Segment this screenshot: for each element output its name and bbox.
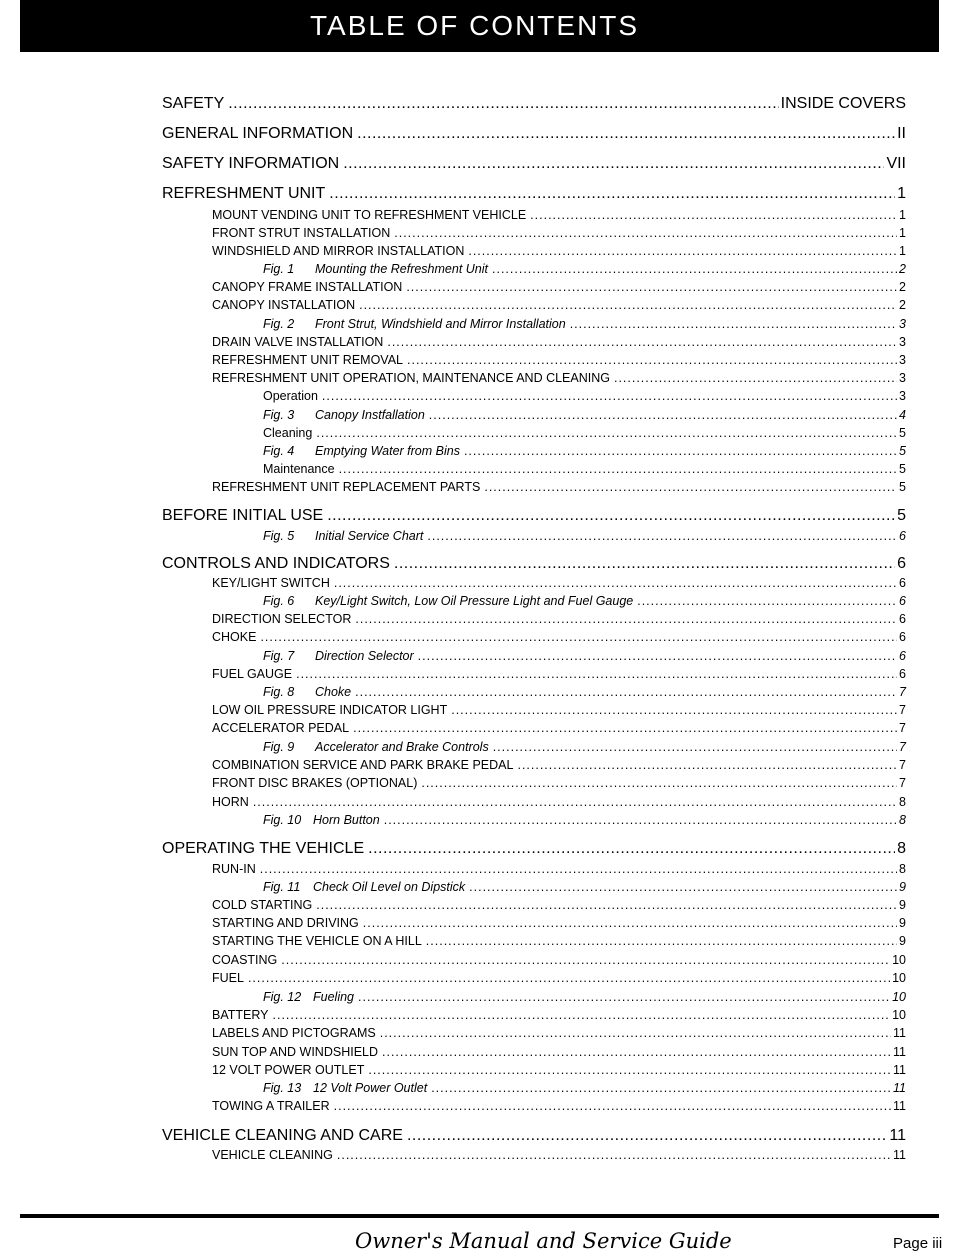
dot-leader bbox=[384, 813, 897, 827]
toc-page-number: 3 bbox=[899, 317, 906, 331]
toc-entry-label: REFRESHMENT UNIT REPLACEMENT PARTS bbox=[212, 480, 481, 494]
page-title: TABLE OF CONTENTS bbox=[310, 10, 640, 41]
toc-subsection-entry bbox=[212, 953, 906, 967]
toc-entry-label: COASTING bbox=[212, 953, 278, 967]
toc-subsection-entry bbox=[212, 208, 906, 222]
toc-page-number: 11 bbox=[893, 1148, 906, 1162]
dot-leader bbox=[228, 95, 778, 113]
toc-figure-entry bbox=[263, 1081, 906, 1095]
figure-number: Fig. 4 bbox=[263, 444, 295, 458]
toc-page-number: 3 bbox=[899, 389, 906, 403]
toc-page-number: 7 bbox=[899, 740, 906, 754]
toc-section-entry bbox=[162, 125, 906, 143]
toc-entry-label bbox=[263, 685, 351, 699]
toc-page-number: 7 bbox=[899, 721, 906, 735]
toc-entry-label: REFRESHMENT UNIT bbox=[162, 185, 326, 202]
toc-page-number: 2 bbox=[899, 280, 906, 294]
dot-leader bbox=[493, 740, 897, 754]
toc-entry-label bbox=[263, 317, 566, 331]
toc-entry-label: CONTROLS AND INDICATORS bbox=[162, 555, 390, 572]
toc-entry-label bbox=[263, 740, 489, 754]
toc-subsection-entry bbox=[212, 480, 906, 494]
dot-leader bbox=[387, 335, 897, 349]
dot-leader bbox=[431, 1081, 891, 1095]
dot-leader bbox=[329, 185, 895, 203]
dot-leader bbox=[359, 298, 897, 312]
toc-entry-label: TOWING A TRAILER bbox=[212, 1099, 330, 1113]
toc-subsection-entry bbox=[212, 721, 906, 735]
toc-entry-label: DIRECTION SELECTOR bbox=[212, 612, 352, 626]
toc-entry-label: HORN bbox=[212, 795, 249, 809]
toc-subsection-entry bbox=[263, 389, 906, 403]
dot-leader bbox=[418, 649, 897, 663]
toc-subsection-entry bbox=[212, 971, 906, 985]
dot-leader bbox=[334, 1099, 891, 1113]
dot-leader bbox=[260, 630, 897, 644]
toc-subsection-entry bbox=[212, 776, 906, 790]
toc-page-number: 11 bbox=[893, 1099, 906, 1113]
toc-entry-label: 12 VOLT POWER OUTLET bbox=[212, 1063, 365, 1077]
toc-page-number: 6 bbox=[899, 529, 906, 543]
toc-page-number: 11 bbox=[893, 1063, 906, 1077]
toc-page-number: 5 bbox=[897, 507, 906, 524]
toc-subsection-entry bbox=[212, 1045, 906, 1059]
toc-page-number: 1 bbox=[899, 244, 906, 258]
figure-number: Fig. 1 bbox=[263, 262, 295, 276]
toc-page-number: 10 bbox=[892, 971, 906, 985]
toc-page-number: 4 bbox=[899, 408, 906, 422]
figure-title: 12 Volt Power Outlet bbox=[313, 1081, 428, 1095]
toc-page-number: 8 bbox=[899, 813, 906, 827]
toc-entry-label: COMBINATION SERVICE AND PARK BRAKE PEDAL bbox=[212, 758, 514, 772]
dot-leader bbox=[426, 934, 897, 948]
toc-page-number: 6 bbox=[899, 667, 906, 681]
toc-page-number: 7 bbox=[899, 776, 906, 790]
dot-leader bbox=[484, 480, 897, 494]
toc-subsection-entry bbox=[212, 612, 906, 626]
figure-number: Fig. 3 bbox=[263, 408, 295, 422]
toc-entry-label: STARTING AND DRIVING bbox=[212, 916, 359, 930]
toc-page-number: 9 bbox=[899, 934, 906, 948]
toc-entry-label: CHOKE bbox=[212, 630, 257, 644]
dot-leader bbox=[248, 971, 890, 985]
toc-entry-label: Operation bbox=[263, 389, 318, 403]
toc-entry-label: SUN TOP AND WINDSHIELD bbox=[212, 1045, 379, 1059]
dot-leader bbox=[358, 990, 890, 1004]
dot-leader bbox=[429, 408, 897, 422]
footer-divider bbox=[20, 1214, 939, 1218]
figure-number: Fig. 7 bbox=[263, 649, 295, 663]
toc-entry-label bbox=[263, 880, 465, 894]
figure-number: Fig. 2 bbox=[263, 317, 295, 331]
figure-title: Choke bbox=[315, 685, 352, 699]
toc-page-number: 5 bbox=[899, 444, 906, 458]
dot-leader bbox=[407, 1127, 887, 1145]
toc-entry-label bbox=[263, 444, 460, 458]
toc-section-entry bbox=[162, 555, 906, 573]
toc-figure-entry bbox=[263, 594, 906, 608]
toc-page-number: 10 bbox=[892, 990, 906, 1004]
toc-page-number: 1 bbox=[899, 226, 906, 240]
toc-section-entry bbox=[162, 507, 906, 525]
dot-leader bbox=[368, 1063, 891, 1077]
figure-number: Fig. 10 bbox=[263, 813, 302, 827]
toc-subsection-entry bbox=[212, 934, 906, 948]
toc-page-number: 8 bbox=[899, 862, 906, 876]
toc-page-number: 5 bbox=[899, 426, 906, 440]
toc-subsection-entry bbox=[212, 1026, 906, 1040]
toc-page-number: VII bbox=[886, 155, 906, 172]
toc-subsection-entry bbox=[212, 1148, 906, 1162]
figure-title: Emptying Water from Bins bbox=[315, 444, 460, 458]
toc-page-number: 3 bbox=[899, 335, 906, 349]
dot-leader bbox=[517, 758, 897, 772]
dot-leader bbox=[469, 880, 897, 894]
dot-leader bbox=[363, 916, 897, 930]
toc-entry-label: CANOPY INSTALLATION bbox=[212, 298, 356, 312]
toc-page-number: 7 bbox=[899, 758, 906, 772]
toc-figure-entry bbox=[263, 813, 906, 827]
toc-subsection-entry bbox=[212, 898, 906, 912]
toc-entry-label: REFRESHMENT UNIT OPERATION, MAINTENANCE AND CLEANING bbox=[212, 371, 610, 385]
dot-leader bbox=[427, 529, 897, 543]
toc-entry-label: VEHICLE CLEANING bbox=[212, 1148, 333, 1162]
dot-leader bbox=[464, 444, 897, 458]
toc-entry-label: REFRESHMENT UNIT REMOVAL bbox=[212, 353, 403, 367]
figure-title: Key/Light Switch, Low Oil Pressure Light and Fuel Gauge bbox=[315, 594, 634, 608]
toc-subsection-entry bbox=[212, 353, 906, 367]
toc-page-number: 6 bbox=[899, 594, 906, 608]
dot-leader bbox=[614, 371, 897, 385]
toc-entry-label: KEY/LIGHT SWITCH bbox=[212, 576, 330, 590]
toc-section-entry bbox=[162, 155, 906, 173]
toc-figure-entry bbox=[263, 262, 906, 276]
footer-manual-title: Owner's Manual and Service Guide bbox=[355, 1229, 732, 1253]
toc-subsection-entry bbox=[212, 703, 906, 717]
dot-leader bbox=[407, 353, 897, 367]
toc-entry-label: VEHICLE CLEANING AND CARE bbox=[162, 1127, 403, 1144]
toc-figure-entry bbox=[263, 529, 906, 543]
toc-subsection-entry bbox=[212, 371, 906, 385]
figure-title: Horn Button bbox=[313, 813, 380, 827]
dot-leader bbox=[316, 426, 897, 440]
figure-title: Fueling bbox=[313, 990, 354, 1004]
toc-page-number: 5 bbox=[899, 462, 906, 476]
dot-leader bbox=[570, 317, 897, 331]
dot-leader bbox=[281, 953, 890, 967]
dot-leader bbox=[530, 208, 897, 222]
toc-page-number: 11 bbox=[893, 1026, 906, 1040]
figure-title: Canopy Instfallation bbox=[315, 408, 425, 422]
toc-entry-label: FRONT STRUT INSTALLATION bbox=[212, 226, 391, 240]
toc-entry-label bbox=[263, 408, 425, 422]
toc-entry-label: MOUNT VENDING UNIT TO REFRESHMENT VEHICLE bbox=[212, 208, 527, 222]
dot-leader bbox=[355, 685, 897, 699]
toc-entry-label: Maintenance bbox=[263, 462, 335, 476]
toc-entry-label: BATTERY bbox=[212, 1008, 269, 1022]
dot-leader bbox=[327, 507, 895, 525]
toc-page-number: 9 bbox=[899, 898, 906, 912]
toc-page-number: 6 bbox=[899, 576, 906, 590]
toc-section-entry bbox=[162, 840, 906, 858]
toc-subsection-entry bbox=[263, 426, 906, 440]
toc-page-number: II bbox=[897, 125, 906, 142]
toc-entry-label: FUEL bbox=[212, 971, 244, 985]
toc-entry-label: FUEL GAUGE bbox=[212, 667, 293, 681]
toc-page-number: 2 bbox=[899, 298, 906, 312]
toc-entry-label: LABELS AND PICTOGRAMS bbox=[212, 1026, 376, 1040]
toc-entry-label: OPERATING THE VEHICLE bbox=[162, 840, 365, 857]
toc-figure-entry bbox=[263, 990, 906, 1004]
toc-entry-label: LOW OIL PRESSURE INDICATOR LIGHT bbox=[212, 703, 448, 717]
toc-entry-label: DRAIN VALVE INSTALLATION bbox=[212, 335, 384, 349]
dot-leader bbox=[273, 1008, 891, 1022]
toc-subsection-entry bbox=[212, 226, 906, 240]
toc-page-number: 11 bbox=[893, 1081, 906, 1095]
dot-leader bbox=[421, 776, 897, 790]
toc-figure-entry bbox=[263, 317, 906, 331]
toc-subsection-entry bbox=[212, 630, 906, 644]
figure-number: Fig. 5 bbox=[263, 529, 295, 543]
toc-page-number: 1 bbox=[897, 185, 906, 202]
toc-figure-entry bbox=[263, 408, 906, 422]
toc-page-number: 2 bbox=[899, 262, 906, 276]
toc-entry-label bbox=[263, 990, 354, 1004]
toc-page-number: 6 bbox=[899, 612, 906, 626]
dot-leader bbox=[382, 1045, 891, 1059]
figure-title: Initial Service Chart bbox=[315, 529, 424, 543]
toc-subsection-entry bbox=[263, 462, 906, 476]
toc-page-number: 11 bbox=[889, 1127, 906, 1144]
toc-entry-label: WINDSHIELD AND MIRROR INSTALLATION bbox=[212, 244, 465, 258]
dot-leader bbox=[394, 555, 895, 573]
toc-entry-label: BEFORE INITIAL USE bbox=[162, 507, 324, 524]
toc-subsection-entry bbox=[212, 795, 906, 809]
figure-title: Accelerator and Brake Controls bbox=[315, 740, 489, 754]
figure-title: Mounting the Refreshment Unit bbox=[315, 262, 489, 276]
toc-entry-label: GENERAL INFORMATION bbox=[162, 125, 354, 142]
dot-leader bbox=[343, 155, 884, 173]
footer-page-number: Page iii bbox=[893, 1235, 943, 1252]
toc-entry-label: FRONT DISC BRAKES (OPTIONAL) bbox=[212, 776, 418, 790]
dot-leader bbox=[337, 1148, 891, 1162]
dot-leader bbox=[339, 462, 897, 476]
toc-page-number: 8 bbox=[899, 795, 906, 809]
toc-entry-label: Cleaning bbox=[263, 426, 313, 440]
toc-page-number: 1 bbox=[899, 208, 906, 222]
dot-leader bbox=[406, 280, 897, 294]
dot-leader bbox=[637, 594, 897, 608]
toc-page-number: 3 bbox=[899, 371, 906, 385]
toc-page-number: 5 bbox=[899, 480, 906, 494]
dot-leader bbox=[394, 226, 897, 240]
toc-subsection-entry bbox=[212, 667, 906, 681]
toc-entry-label: COLD STARTING bbox=[212, 898, 313, 912]
dot-leader bbox=[355, 612, 897, 626]
dot-leader bbox=[468, 244, 897, 258]
dot-leader bbox=[353, 721, 897, 735]
toc-subsection-entry bbox=[212, 916, 906, 930]
toc-subsection-entry bbox=[212, 758, 906, 772]
toc-section-entry bbox=[162, 95, 906, 113]
toc-page-number: 7 bbox=[899, 703, 906, 717]
toc-page-number: 10 bbox=[892, 953, 906, 967]
toc-figure-entry bbox=[263, 740, 906, 754]
toc-page-number: 6 bbox=[899, 649, 906, 663]
toc-subsection-entry bbox=[212, 335, 906, 349]
dot-leader bbox=[368, 840, 895, 858]
figure-number: Fig. 9 bbox=[263, 740, 295, 754]
figure-number: Fig. 6 bbox=[263, 594, 295, 608]
toc-page-number: 6 bbox=[899, 630, 906, 644]
toc-page-number: 7 bbox=[899, 685, 906, 699]
toc-subsection-entry bbox=[212, 298, 906, 312]
dot-leader bbox=[253, 795, 897, 809]
toc-page-number: 9 bbox=[899, 880, 906, 894]
toc-page-number: 10 bbox=[892, 1008, 906, 1022]
toc-subsection-entry bbox=[212, 1099, 906, 1113]
toc-subsection-entry bbox=[212, 244, 906, 258]
toc-page-number: INSIDE COVERS bbox=[780, 95, 906, 112]
toc-entry-label bbox=[263, 1081, 427, 1095]
toc-entry-label: RUN-IN bbox=[212, 862, 256, 876]
toc-figure-entry bbox=[263, 444, 906, 458]
toc-entry-label: ACCELERATOR PEDAL bbox=[212, 721, 350, 735]
toc-subsection-entry bbox=[212, 1008, 906, 1022]
toc-figure-entry bbox=[263, 649, 906, 663]
toc-entry-label: SAFETY bbox=[162, 95, 225, 112]
toc-entry-label: SAFETY INFORMATION bbox=[162, 155, 340, 172]
toc-entry-label: STARTING THE VEHICLE ON A HILL bbox=[212, 934, 422, 948]
toc-entry-label: CANOPY FRAME INSTALLATION bbox=[212, 280, 403, 294]
figure-number: Fig. 11 bbox=[263, 880, 301, 894]
toc-entry-label bbox=[263, 813, 380, 827]
toc-figure-entry bbox=[263, 880, 906, 894]
figure-title: Front Strut, Windshield and Mirror Installation bbox=[315, 317, 566, 331]
dot-leader bbox=[296, 667, 897, 681]
toc-subsection-entry bbox=[212, 862, 906, 876]
dot-leader bbox=[322, 389, 897, 403]
toc-entry-label bbox=[263, 649, 414, 663]
figure-number: Fig. 12 bbox=[263, 990, 302, 1004]
figure-number: Fig. 13 bbox=[263, 1081, 302, 1095]
dot-leader bbox=[334, 576, 897, 590]
toc-page-number: 6 bbox=[897, 555, 906, 572]
dot-leader bbox=[492, 262, 897, 276]
toc-entry-label bbox=[263, 594, 633, 608]
toc-section-entry bbox=[162, 1127, 906, 1145]
toc-figure-entry bbox=[263, 685, 906, 699]
dot-leader bbox=[316, 898, 897, 912]
toc-page-number: 8 bbox=[897, 840, 906, 857]
dot-leader bbox=[451, 703, 897, 717]
toc-subsection-entry bbox=[212, 576, 906, 590]
figure-title: Check Oil Level on Dipstick bbox=[313, 880, 466, 894]
dot-leader bbox=[380, 1026, 891, 1040]
dot-leader bbox=[260, 862, 897, 876]
toc-page-number: 11 bbox=[893, 1045, 906, 1059]
dot-leader bbox=[357, 125, 895, 143]
toc-section-entry bbox=[162, 185, 906, 203]
figure-number: Fig. 8 bbox=[263, 685, 295, 699]
toc-page-number: 9 bbox=[899, 916, 906, 930]
toc-entry-label bbox=[263, 529, 423, 543]
toc-entry-label bbox=[263, 262, 488, 276]
figure-title: Direction Selector bbox=[315, 649, 414, 663]
toc-page-number: 3 bbox=[899, 353, 906, 367]
toc-subsection-entry bbox=[212, 1063, 906, 1077]
toc-subsection-entry bbox=[212, 280, 906, 294]
